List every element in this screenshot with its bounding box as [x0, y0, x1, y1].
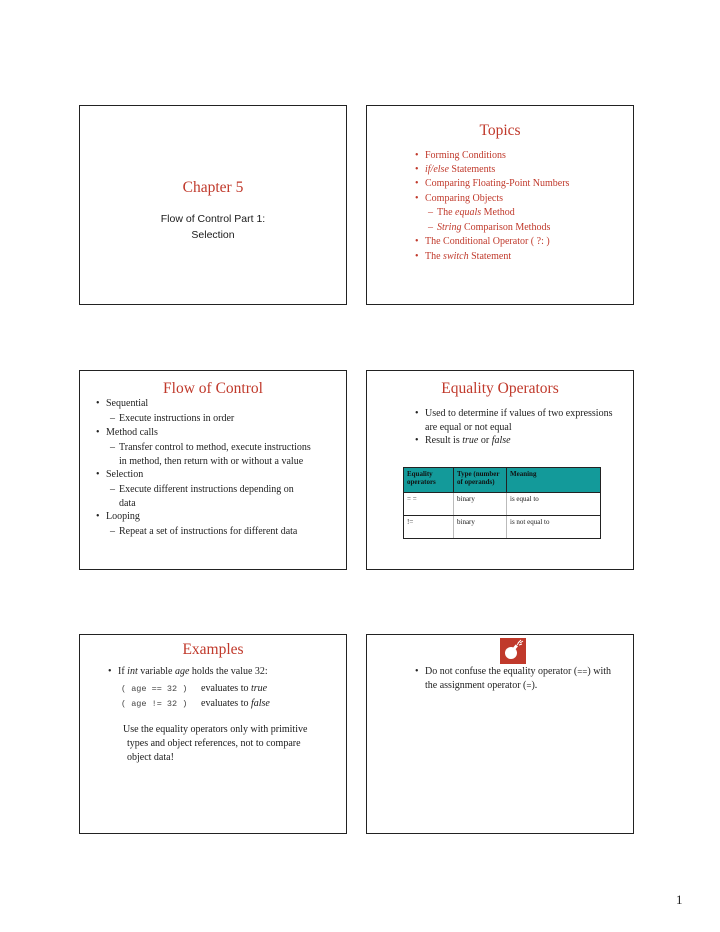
table-cell: = = — [404, 493, 454, 516]
slide-flow-of-control — [79, 370, 347, 570]
table-header-row — [404, 468, 601, 493]
topic-subitem: – The equals Method — [437, 207, 515, 219]
code-snippet: == — [577, 667, 588, 677]
bullet: • Sequential — [106, 398, 148, 410]
table-cell: binary — [454, 516, 507, 539]
table-cell: binary — [454, 493, 507, 516]
bullet: • Used to determine if values of two expressions are equal or not equal — [425, 408, 612, 434]
topic-item: • The Conditional Operator ( ?: ) — [425, 236, 550, 248]
sub-bullet: – Repeat a set of instructions for different data — [119, 526, 297, 538]
sub-bullet: – Transfer control to method, execute instructions in method, then return with or without a value — [119, 442, 311, 468]
code-snippet: = — [526, 681, 532, 691]
table-header: Type (number of operands) — [454, 468, 507, 493]
slide-examples — [79, 634, 347, 834]
code-snippet: ( age != 32 ) — [121, 699, 188, 709]
bomb-icon — [500, 638, 526, 664]
slide-title: Examples — [182, 641, 244, 658]
table-cell: != — [404, 516, 454, 539]
slide-topics — [366, 105, 634, 305]
topic-item: • Forming Conditions — [425, 150, 506, 162]
table-cell: is not equal to — [507, 516, 601, 539]
slide-chapter-5 — [79, 105, 347, 305]
slide-subtitle — [80, 211, 346, 243]
code-snippet: ( age == 32 ) — [121, 684, 188, 694]
table-header: Meaning — [507, 468, 601, 493]
slide-title: Equality Operators — [441, 380, 559, 397]
example-line: ( age == 32 ) evaluates to true — [121, 683, 268, 694]
topic-item: • The switch Statement — [425, 251, 511, 263]
table-row — [404, 493, 601, 516]
bullet: • Result is true or false — [425, 435, 511, 447]
note-text: Use the equality operators only with primitive types and object references, not to compare object data! — [123, 724, 308, 763]
sub-bullet: – Execute different instructions depending on data — [119, 484, 294, 510]
topic-item: • Comparing Objects — [425, 193, 503, 205]
bullet: • Selection — [106, 469, 143, 481]
bullet: • If int variable age holds the value 32: — [118, 666, 268, 678]
topic-item: • if/else Statements — [425, 164, 495, 176]
equality-operators-table — [403, 467, 601, 539]
slide-caution — [366, 634, 634, 834]
subtitle-line: Selection — [191, 229, 235, 241]
table-cell: is equal to — [507, 493, 601, 516]
page-number: 1 — [676, 892, 683, 907]
topic-subitem: – String Comparison Methods — [437, 222, 550, 234]
slide-title: Topics — [479, 122, 521, 139]
slide-title: Flow of Control — [163, 380, 263, 397]
bullet: • Do not confuse the equality operator (==) with the assignment operator (=). — [425, 666, 611, 692]
slide-title: Chapter 5 — [182, 179, 244, 196]
bullet: • Looping — [106, 511, 140, 523]
subtitle-line: Flow of Control Part 1: — [160, 213, 266, 225]
bullet: • Method calls — [106, 427, 158, 439]
sub-bullet: – Execute instructions in order — [119, 413, 234, 425]
table-header: Equality operators — [404, 468, 454, 493]
example-line: ( age != 32 ) evaluates to false — [121, 698, 270, 709]
topic-item: • Comparing Floating-Point Numbers — [425, 178, 569, 190]
table-row — [404, 516, 601, 539]
slide-equality-operators — [366, 370, 634, 570]
